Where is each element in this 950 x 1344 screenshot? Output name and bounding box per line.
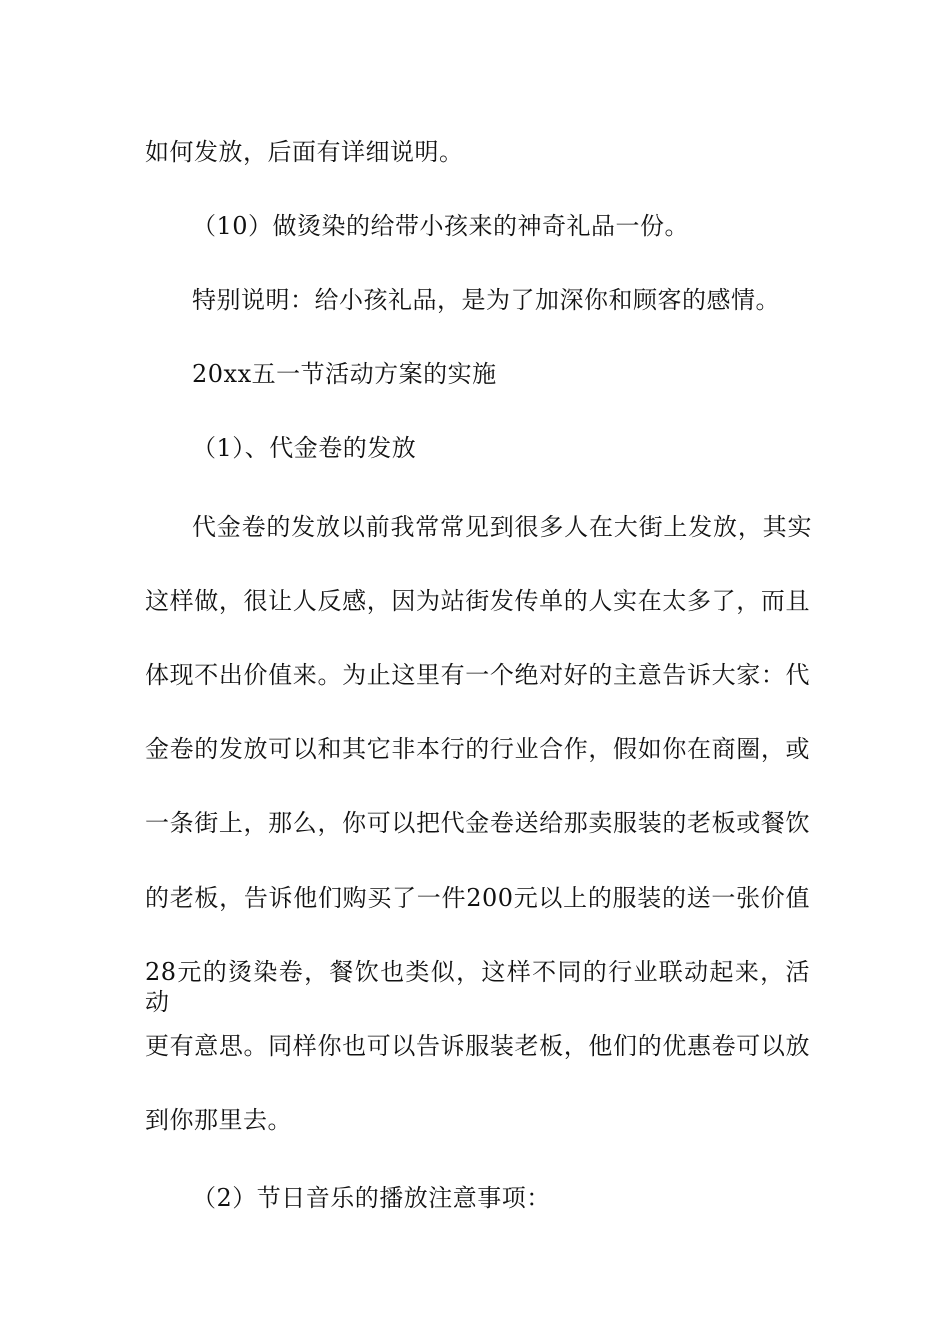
section-heading: 20xx五一节活动方案的实施 (192, 360, 497, 388)
paragraph-line: 28元的烫染卷，餐饮也类似，这样不同的行业联动起来，活动 (145, 958, 810, 1016)
paragraph-line: 代金卷的发放以前我常常见到很多人在大街上发放，其实 (192, 513, 812, 541)
paragraph-line: 更有意思。同样你也可以告诉服装老板，他们的优惠卷可以放 (145, 1032, 810, 1060)
paragraph-line: 金卷的发放可以和其它非本行的行业合作，假如你在商圈，或 (145, 735, 810, 763)
subheading-music-notes: （2）节日音乐的播放注意事项： (192, 1184, 551, 1212)
text-line-continuation: 如何发放，后面有详细说明。 (145, 138, 464, 166)
special-note: 特别说明：给小孩礼品，是为了加深你和顾客的感情。 (192, 286, 780, 314)
subheading-voucher-distribution: （1）、代金卷的发放 (192, 434, 417, 462)
paragraph-line: 体现不出价值来。为止这里有一个绝对好的主意告诉大家：代 (145, 661, 810, 689)
paragraph-line: 这样做，很让人反感，因为站街发传单的人实在太多了，而且 (145, 587, 810, 615)
paragraph-line: 一条街上，那么，你可以把代金卷送给那卖服装的老板或餐饮 (145, 809, 810, 837)
paragraph-line: 的老板，告诉他们购买了一件200元以上的服装的送一张价值 (145, 884, 810, 912)
list-item-10: （10）做烫染的给带小孩来的神奇礼品一份。 (192, 212, 690, 240)
paragraph-line-last: 到你那里去。 (145, 1106, 292, 1134)
